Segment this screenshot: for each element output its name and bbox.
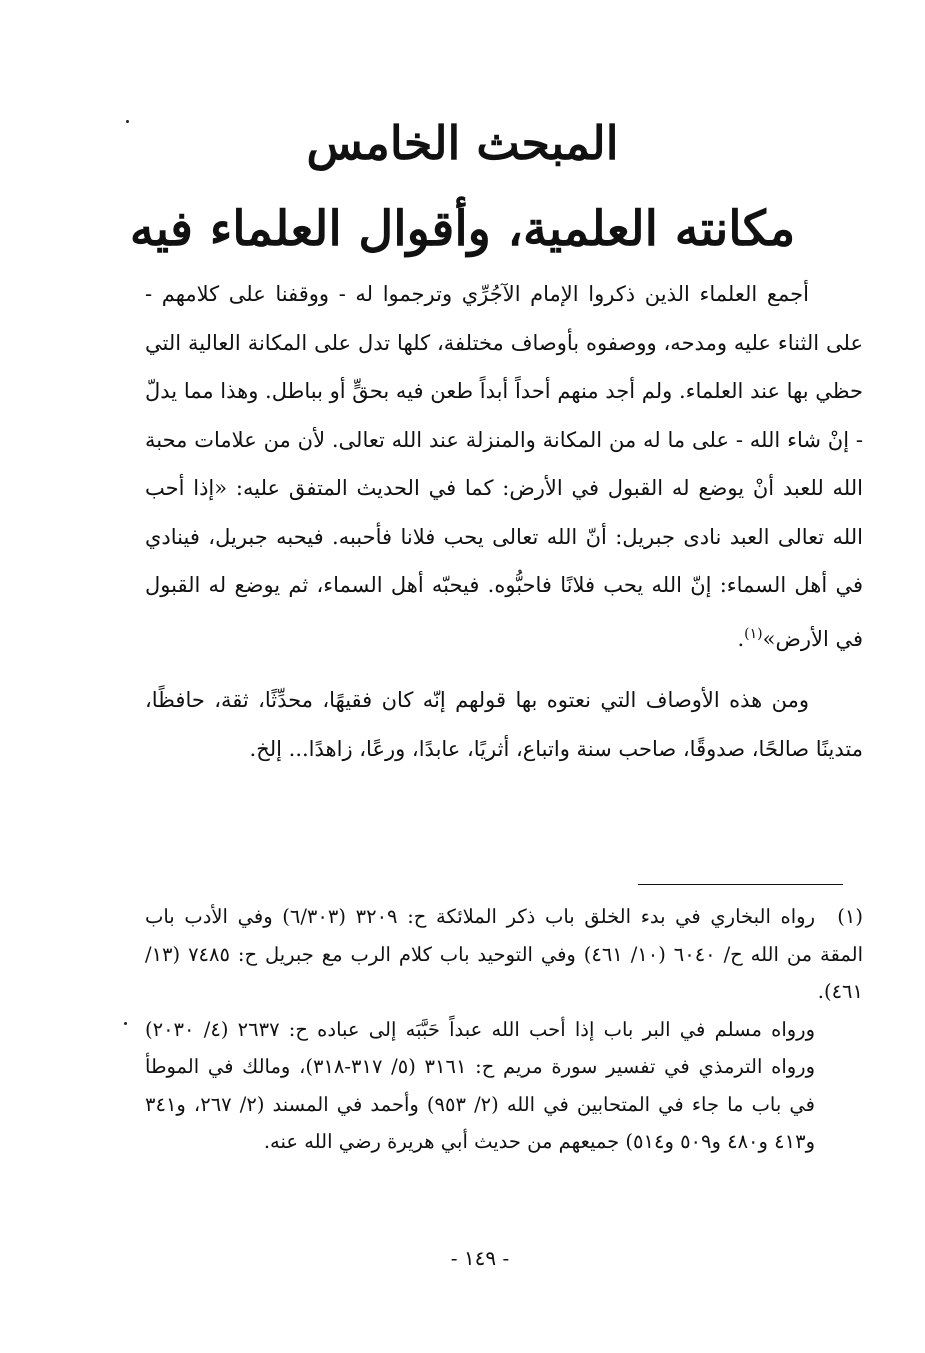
section-heading: المبحث الخامس <box>306 116 619 170</box>
paragraph-2: ومن هذه الأوصاف التي نعتوه بها قولهم إنّه كان فقيهًا، محدِّثًا، ثقة، حافظًا، متدينًا صالحًا، صدوقًا، صاحب سنة واتباع، أثريًا، عابدًا، ورعًا، زاهدًا... إلخ. <box>145 688 863 761</box>
scan-speck <box>124 1022 127 1025</box>
paragraph-1-text: أجمع العلماء الذين ذكروا الإمام الآجُرِّي وترجموا له - ووقفنا على كلامهم - على الثناء عليه ومدحه، ووصفوه بأوصاف مختلفة، كلها تدل على المكانة العالية التي حظي بها عند العلماء. ولم أجد منهم أحداً أبداً طعن فيه بحقٍّ أو بباطل. وهذا مما يدلّ - إنْ شاء الله - على ما له من المكانة والمنزلة عند الله تعالى. لأن من علامات محبة الله للعبد أنْ يوضع له القبول في الأرض: كما في الحديث المتفق عليه: «إذا أحب الله تعالى العبد نادى جبريل: أنّ الله تعالى يحب فلانا فأحببه. فيحبه جبريل، فينادي في أهل السماء: إنّ الله يحب فلانًا فاحبُّوه. فيحبّه أهل السماء، ثم يوضع له القبول في الأرض» <box>145 282 863 651</box>
section-title: مكانته العلمية، وأقوال العلماء فيه <box>129 201 796 257</box>
footnote-reference[interactable]: (١) <box>744 625 763 642</box>
page-number: - ١٤٩ - <box>450 1246 510 1270</box>
footnote <box>145 898 863 1161</box>
paragraph-1-end: . <box>737 626 745 651</box>
footnote-divider <box>638 884 843 885</box>
body-text <box>145 270 863 773</box>
footnote-line-1: رواه البخاري في بدء الخلق باب ذكر الملائكة ح: ٣٢٠٩ (٦/٣٠٣) وفي الأدب باب المقة من الله ح/ ٦٠٤٠ (١٠/ ٤٦١) وفي التوحيد باب كلام الرب مع جبريل ح: ٧٤٨٥ (١٣/ ٤٦١). <box>145 905 863 1003</box>
footnote-entry-2: ورواه مسلم في البر باب إذا أحب الله عبداً حَبَّبَه إلى عباده ح: ٢٦٣٧ (٤/ ٢٠٣٠) ورواه الترمذي في تفسير سورة مريم ح: ٣١٦١ (٥/ ٣١٧-٣١٨)، ومالك في الموطأ في باب ما جاء في المتحابين في الله (٢/ ٩٥٣) وأحمد في المسند (٢/ ٢٦٧، و٣٤١ و٤١٣ و٤٨٠ و٥٠٩ و٥١٤) جميعهم من حديث أبي هريرة رضي الله عنه. <box>145 1017 815 1153</box>
paragraph-1 <box>145 270 863 663</box>
footnote-entry-1 <box>145 898 863 1011</box>
footnote-marker: (١) <box>837 905 863 928</box>
scan-speck <box>126 120 129 123</box>
